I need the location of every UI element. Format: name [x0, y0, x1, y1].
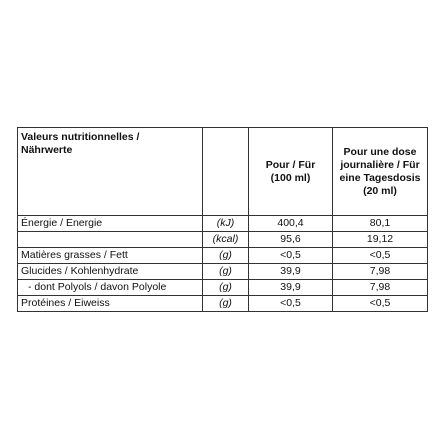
table-row — [18, 232, 428, 248]
row-per100: <0,5 — [249, 248, 333, 264]
row-per100: <0,5 — [249, 296, 333, 312]
row-unit: (g) — [203, 248, 249, 264]
header-label-line1: Valeurs nutritionnelles / — [21, 131, 140, 143]
row-unit: (kcal) — [203, 232, 249, 248]
row-dose: 80,1 — [333, 216, 428, 232]
header-unit-cell — [203, 128, 249, 216]
row-per100: 400,4 — [249, 216, 333, 232]
table-row — [18, 280, 428, 296]
row-unit: (kJ) — [203, 216, 249, 232]
row-label: Glucides / Kohlenhydrate — [18, 264, 203, 280]
row-unit: (g) — [203, 264, 249, 280]
header-per100-line1: Pour / Für — [265, 158, 316, 171]
table-row — [18, 248, 428, 264]
row-per100: 39,9 — [249, 264, 333, 280]
header-dose-line1: Pour une dose — [343, 145, 417, 158]
row-dose: <0,5 — [333, 296, 428, 312]
header-dose-cell — [333, 128, 428, 216]
header-per100-line2: (100 ml) — [270, 171, 311, 184]
nutrition-table — [17, 127, 428, 312]
row-dose: 7,98 — [333, 264, 428, 280]
header-dose-line3: eine Tagesdosis — [339, 171, 421, 184]
row-unit: (g) — [203, 280, 249, 296]
row-dose: <0,5 — [333, 248, 428, 264]
header-dose-line4: (20 ml) — [363, 184, 397, 197]
row-unit: (g) — [203, 296, 249, 312]
row-dose: 7,98 — [333, 280, 428, 296]
table-row — [18, 264, 428, 280]
header-label-cell — [18, 128, 203, 216]
row-per100: 39,9 — [249, 280, 333, 296]
row-label — [18, 232, 203, 248]
row-label: - dont Polyols / davon Polyole — [18, 280, 203, 296]
header-dose-line2: journalière / Für — [340, 158, 420, 171]
row-dose: 19,12 — [333, 232, 428, 248]
row-label: Énergie / Energie — [18, 216, 203, 232]
table-row — [18, 216, 428, 232]
row-label: Protéines / Eiweiss — [18, 296, 203, 312]
header-per100-cell — [249, 128, 333, 216]
header-label-line2: Nährwerte — [21, 144, 73, 156]
header-row — [18, 128, 428, 216]
row-label: Matières grasses / Fett — [18, 248, 203, 264]
table-row — [18, 296, 428, 312]
row-per100: 95,6 — [249, 232, 333, 248]
